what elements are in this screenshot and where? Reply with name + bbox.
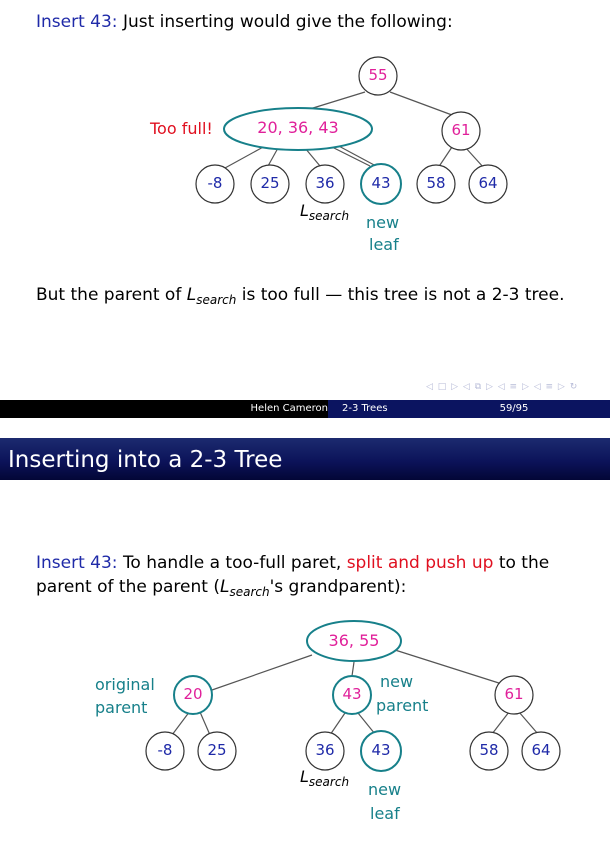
s2-leaf-b: 25 [207, 741, 227, 759]
slide1-bottom-lsearch [187, 285, 237, 305]
s2-lsearch-label [300, 767, 349, 789]
s2-new-leaf-line2: leaf [370, 804, 400, 823]
s1-leaf-f: 64 [478, 174, 498, 192]
slide1-heading [36, 12, 453, 32]
s1-new-leaf-line2: leaf [369, 235, 399, 254]
s1-leaf-b: 25 [260, 174, 280, 192]
s1-lsearch-label [300, 201, 349, 223]
s2-lsearch-sub: search [308, 775, 350, 789]
s1-new-leaf-line1: new [366, 213, 400, 232]
s2-node-orig-parent: 20 [183, 685, 203, 703]
s1-leaf-c: 36 [315, 174, 335, 192]
s2-leaf-d: 43 [371, 741, 391, 759]
footer-page: 59/95 [418, 400, 610, 418]
slide2-heading-lsearch [220, 577, 270, 597]
slide2-title: Inserting into a 2-3 Tree [0, 438, 610, 480]
too-full-label: Too full! [150, 119, 213, 138]
slide2-heading-line2 [36, 577, 406, 599]
slide1-bottom-text-2: is too full — this tree is not a 2-3 tree. [241, 285, 565, 305]
s2-leaf-a: -8 [157, 741, 173, 759]
s2-node-right: 61 [504, 685, 524, 703]
slide1-heading-prefix: Insert 43: [36, 12, 118, 32]
slide2-heading-line2-b: 's grandparent): [269, 577, 407, 597]
new-parent-line1: new [380, 672, 414, 691]
heading-lsearch-sub: search [229, 585, 270, 599]
bottom-lsearch-sub: search [196, 293, 237, 307]
slide1-bottom-text-1: But the parent of [36, 285, 182, 305]
beamer-nav-icons[interactable]: ◁ □ ▷ ◁ ⧉ ▷ ◁ ≡ ▷ ◁ ≡ ▷ ↻ [426, 382, 579, 392]
new-parent-line2: parent [376, 696, 429, 715]
slide2-heading-prefix: Insert 43: [36, 553, 118, 573]
s2-leaf-f: 64 [531, 741, 551, 759]
slide2-heading-line1 [36, 553, 549, 573]
s1-node-root: 55 [368, 66, 388, 84]
s2-lsearch-main: L [300, 767, 309, 786]
s1-node-overfull: 20, 36, 43 [257, 118, 339, 137]
s2-leaf-c: 36 [315, 741, 335, 759]
s1-leaf-d: 43 [371, 174, 391, 192]
footer-author: Helen Cameron [0, 400, 340, 418]
s2-new-leaf-line1: new [368, 780, 402, 799]
s1-lsearch-sub: search [308, 209, 350, 223]
bottom-lsearch-main: L [186, 285, 197, 305]
s2-leaf-e: 58 [479, 741, 499, 759]
slide2-heading-line2-a: parent of the parent ( [36, 577, 220, 597]
slide2-heading-mid: To handle a too-full paret, [122, 553, 342, 573]
slide2-heading-red: split and push up [346, 553, 494, 573]
s1-leaf-e: 58 [426, 174, 446, 192]
slide2-heading-end: to the [498, 553, 550, 573]
original-parent-line2: parent [95, 698, 148, 717]
original-parent-line1: original [95, 675, 155, 694]
slide1-bottom-text [36, 285, 564, 307]
s1-lsearch-main: L [300, 201, 309, 220]
s1-node-right: 61 [451, 121, 471, 139]
heading-lsearch-main: L [219, 577, 230, 597]
slide1-heading-rest: Just inserting would give the following: [122, 12, 453, 32]
footer-topic: 2-3 Trees [328, 400, 418, 418]
s1-leaf-a: -8 [207, 174, 223, 192]
s2-node-new-parent: 43 [342, 685, 362, 703]
slide-footer [0, 400, 610, 418]
s2-node-root: 36, 55 [328, 631, 380, 650]
